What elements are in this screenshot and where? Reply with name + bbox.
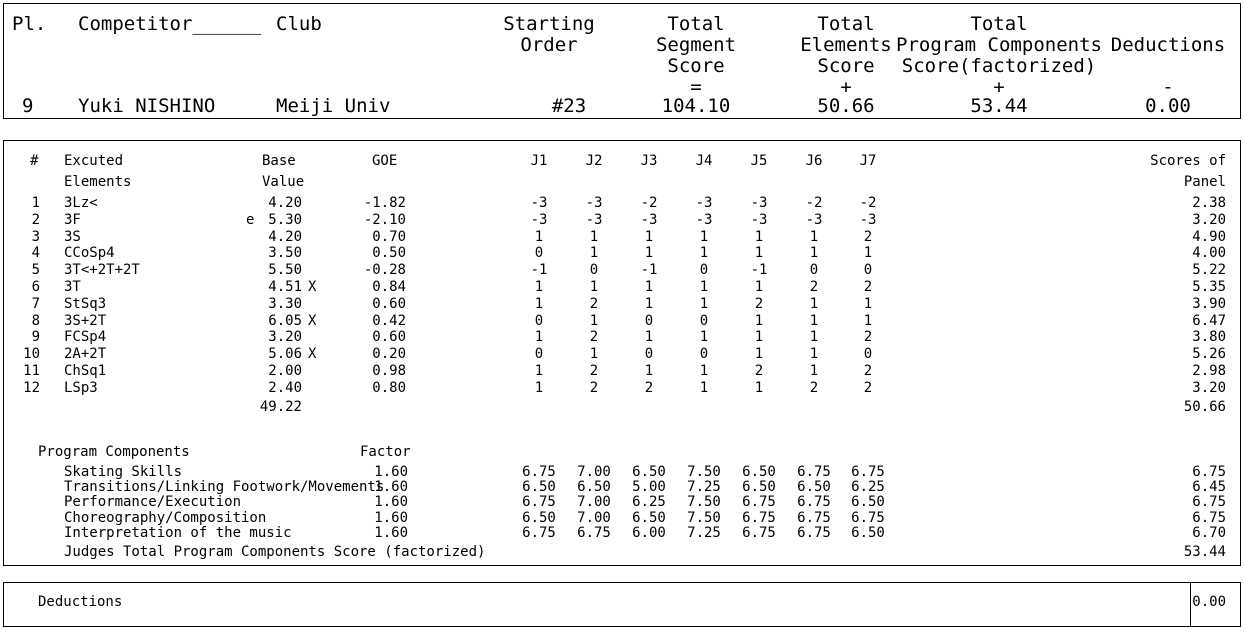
col-tes-label-3: Score [817,55,875,77]
place-value: 9 [22,95,34,117]
element-number: 7 [31,295,40,312]
element-judge-score: 1 [699,279,709,295]
element-base-value: 5.30 [268,211,302,228]
element-panel-score: 3.20 [1192,379,1226,396]
element-panel-score: 2.98 [1192,363,1226,379]
element-judge-score: -2 [640,195,658,211]
col-pcs-label-2: Program Components [896,34,1102,56]
element-bonus-marker: X [308,346,317,363]
component-judge-score: 6.75 [742,524,776,541]
component-judge-score: 6.75 [797,524,831,541]
element-panel-score: 5.26 [1192,346,1226,363]
element-panel-score: 4.00 [1192,245,1226,262]
judge-header-1: J1 [530,153,548,169]
element-number: 4 [31,245,40,262]
element-judge-score: 1 [863,312,873,329]
element-judge-score: -3 [530,195,548,211]
component-judge-score: 6.25 [851,479,885,496]
element-judge-score: -3 [695,195,713,211]
deductions-box [3,582,1241,627]
pcs-value: 53.44 [970,95,1028,117]
component-panel-score: 6.70 [1192,524,1226,541]
element-judge-score: -3 [585,211,603,228]
element-number: 12 [23,379,40,396]
element-judge-score: 1 [534,379,544,396]
element-judge-score: 2 [754,363,764,379]
element-judge-score: 2 [589,295,599,312]
element-judge-score: 1 [809,295,819,312]
judge-header-2: J2 [585,153,603,169]
element-panel-score: 5.35 [1192,279,1226,295]
components-total-label: Judges Total Program Components Score (factorized) [64,544,486,560]
element-goe: 0.42 [372,312,406,329]
element-judge-score: 1 [699,228,709,245]
element-number: 6 [31,279,40,295]
component-judge-score: 6.75 [577,524,611,541]
element-goe: 0.20 [372,346,406,363]
components-title: Program Components [38,444,190,460]
element-judge-score: -1 [640,262,658,279]
col-tss-label-3: Score [667,55,725,77]
num-header: # [30,153,39,169]
element-goe: -0.28 [363,262,406,279]
component-factor: 1.60 [374,524,408,541]
element-judge-score: 0 [534,245,544,262]
component-name: Performance/Execution [64,494,242,511]
element-judge-score: 2 [863,279,873,295]
ded-operator: - [1162,76,1174,98]
element-judge-score: 1 [809,363,819,379]
element-judge-score: 0 [534,312,544,329]
component-panel-score: 6.45 [1192,479,1226,496]
col-tes-label-1: Total [817,13,875,35]
element-number: 2 [31,211,40,228]
element-judge-score: 1 [754,312,764,329]
component-judge-score: 6.50 [632,464,666,480]
starting-order-value: #23 [551,95,587,117]
base-header-2: Value [262,174,305,190]
judge-header-7: J7 [859,153,877,169]
deductions-label: Deductions [38,594,123,610]
element-goe: 0.50 [372,245,406,262]
element-judge-score: -2 [805,195,823,211]
element-name: LSp3 [64,379,98,396]
element-bonus-marker: X [308,279,317,295]
element-base-value: 4.20 [268,228,302,245]
element-judge-score: 2 [863,363,873,379]
element-judge-score: -3 [859,211,877,228]
element-base-value: 3.30 [268,295,302,312]
panel-header-1: Scores of [1150,153,1226,169]
component-judge-score: 5.00 [632,479,666,496]
element-judge-score: 1 [644,228,654,245]
component-judge-score: 6.75 [522,524,556,541]
element-name: 3Lz< [64,195,98,211]
element-judge-score: 2 [644,379,654,396]
component-judge-score: 6.75 [797,509,831,526]
element-base-value: 4.20 [268,195,302,211]
tes-operator: + [840,76,852,98]
element-judge-score: 0 [699,346,709,363]
element-judge-score: -2 [859,195,877,211]
element-judge-score: -3 [750,211,768,228]
col-deductions-label: Deductions [1110,34,1226,56]
base-header-1: Base [262,153,296,169]
element-panel-score: 6.47 [1192,312,1226,329]
element-judge-score: 1 [534,279,544,295]
component-judge-score: 6.50 [851,494,885,511]
element-base-value: 2.00 [268,363,302,379]
element-judge-score: 1 [644,363,654,379]
col-tss-label-1: Total [667,13,725,35]
element-goe: -2.10 [363,211,406,228]
element-judge-score: 2 [754,295,764,312]
element-number: 11 [23,363,40,379]
element-panel-score: 3.80 [1192,329,1226,346]
element-name: 3F [64,211,81,228]
element-number: 10 [23,346,40,363]
col-starting-label-1: Starting [503,13,595,35]
panel-header-2: Panel [1183,174,1226,190]
element-judge-score: 1 [699,245,709,262]
element-judge-score: 1 [589,346,599,363]
component-judge-score: 6.50 [742,464,776,480]
col-tes-label-2: Elements [800,34,892,56]
judge-header-4: J4 [695,153,713,169]
component-judge-score: 7.25 [687,479,721,496]
element-judge-score: 1 [589,279,599,295]
competitor-name: Yuki NISHINO [78,95,216,117]
element-judge-score: 1 [589,228,599,245]
judge-header-6: J6 [805,153,823,169]
component-judge-score: 6.50 [742,479,776,496]
element-panel-score: 3.20 [1192,211,1226,228]
element-name: CCoSp4 [64,245,115,262]
element-judge-score: 1 [644,279,654,295]
element-judge-score: 1 [754,346,764,363]
element-number: 8 [31,312,40,329]
element-judge-score: 1 [589,312,599,329]
element-judge-score: -3 [750,195,768,211]
exec-header-2: Elements [64,174,132,190]
col-pcs-label-3: Score(factorized) [901,55,1097,77]
col-tss-label-2: Segment [655,34,737,56]
element-judge-score: 1 [863,245,873,262]
element-goe: 0.70 [372,228,406,245]
component-panel-score: 6.75 [1192,494,1226,511]
element-base-value: 3.20 [268,329,302,346]
element-number: 5 [31,262,40,279]
component-judge-score: 6.75 [742,509,776,526]
element-judge-score: -3 [530,211,548,228]
element-judge-score: 0 [644,346,654,363]
element-judge-score: 1 [644,329,654,346]
component-judge-score: 6.75 [522,494,556,511]
components-total-value: 53.44 [1183,544,1226,560]
element-judge-score: 2 [863,228,873,245]
element-judge-score: 2 [809,279,819,295]
element-judge-score: 1 [589,245,599,262]
element-judge-score: 0 [863,346,873,363]
element-base-value: 3.50 [268,245,302,262]
element-number: 9 [31,329,40,346]
component-judge-score: 6.00 [632,524,666,541]
factor-header: Factor [360,444,411,460]
element-panel-score: 2.38 [1192,195,1226,211]
element-judge-score: 1 [644,295,654,312]
component-judge-score: 6.50 [632,509,666,526]
element-judge-score: -3 [640,211,658,228]
element-judge-score: -3 [695,211,713,228]
component-judge-score: 7.00 [577,494,611,511]
element-base-value: 6.05 [268,312,302,329]
component-judge-score: 6.50 [522,479,556,496]
element-judge-score: 2 [809,379,819,396]
component-judge-score: 7.50 [687,464,721,480]
tes-value: 50.66 [817,95,875,117]
element-judge-score: 1 [534,363,544,379]
element-goe: 0.60 [372,329,406,346]
component-judge-score: 7.25 [687,524,721,541]
component-judge-score: 6.75 [797,494,831,511]
element-goe: 0.60 [372,295,406,312]
component-name: Skating Skills [64,464,183,480]
element-name: 3T [64,279,81,295]
component-judge-score: 7.00 [577,464,611,480]
component-judge-score: 6.75 [797,464,831,480]
element-goe: 0.98 [372,363,406,379]
component-factor: 1.60 [374,494,408,511]
element-judge-score: 1 [699,379,709,396]
element-info: e [246,211,255,228]
element-judge-score: 2 [589,363,599,379]
element-judge-score: 1 [754,228,764,245]
component-factor: 1.60 [374,509,408,526]
elements-total-panel: 50.66 [1183,399,1226,415]
element-panel-score: 3.90 [1192,295,1226,312]
element-judge-score: 1 [809,329,819,346]
col-pcs-label-1: Total [970,13,1028,35]
element-number: 1 [31,195,40,211]
component-judge-score: 7.50 [687,494,721,511]
judge-header-5: J5 [750,153,768,169]
element-judge-score: 1 [809,228,819,245]
element-name: 3S+2T [64,312,107,329]
component-judge-score: 6.75 [851,464,885,480]
component-judge-score: 6.50 [797,479,831,496]
element-goe: 0.80 [372,379,406,396]
component-judge-score: 7.50 [687,509,721,526]
component-panel-score: 6.75 [1192,464,1226,480]
element-name: 3T<+2T+2T [64,262,140,279]
element-judge-score: 1 [809,312,819,329]
element-name: 3S [64,228,81,245]
element-judge-score: 1 [534,329,544,346]
element-goe: -1.82 [363,195,406,211]
element-judge-score: 0 [589,262,599,279]
component-name: Interpretation of the music [64,524,292,541]
element-judge-score: -3 [585,195,603,211]
element-number: 3 [31,228,40,245]
element-judge-score: 1 [534,228,544,245]
pcs-operator: + [993,76,1005,98]
element-judge-score: 0 [863,262,873,279]
element-judge-score: 1 [754,379,764,396]
component-panel-score: 6.75 [1192,509,1226,526]
element-judge-score: 2 [589,379,599,396]
element-judge-score: 0 [699,262,709,279]
element-name: ChSq1 [64,363,107,379]
element-judge-score: 1 [644,245,654,262]
element-judge-score: 1 [809,346,819,363]
component-judge-score: 6.25 [632,494,666,511]
component-name: Transitions/Linking Footwork/Movements [64,479,385,496]
element-judge-score: 1 [754,245,764,262]
tss-operator: = [690,76,702,98]
club-name: Meiji Univ [276,95,391,117]
summary-box [3,3,1241,119]
element-judge-score: 1 [754,329,764,346]
component-factor: 1.60 [374,479,408,496]
component-judge-score: 7.00 [577,509,611,526]
detail-box [3,140,1241,566]
element-panel-score: 4.90 [1192,228,1226,245]
component-judge-score: 6.75 [522,464,556,480]
element-judge-score: 0 [699,312,709,329]
component-name: Choreography/Composition [64,509,267,526]
element-judge-score: -1 [750,262,768,279]
element-judge-score: 2 [863,379,873,396]
element-base-value: 5.50 [268,262,302,279]
element-judge-score: -1 [530,262,548,279]
deductions-value-header: 0.00 [1145,95,1191,117]
element-judge-score: 1 [699,329,709,346]
tss-value: 104.10 [661,95,731,117]
elements-total-base: 49.22 [259,399,302,415]
component-judge-score: 6.50 [577,479,611,496]
element-judge-score: 1 [754,279,764,295]
element-judge-score: 1 [699,363,709,379]
col-starting-label-2: Order [520,34,578,56]
element-judge-score: 2 [863,329,873,346]
element-judge-score: 1 [699,295,709,312]
judge-header-3: J3 [640,153,658,169]
element-judge-score: 0 [809,262,819,279]
exec-header-1: Excuted [64,153,124,169]
element-name: FCSp4 [64,329,107,346]
element-judge-score: 0 [644,312,654,329]
element-judge-score: 1 [534,295,544,312]
component-judge-score: 6.50 [851,524,885,541]
element-name: StSq3 [64,295,107,312]
col-club-label: Club [276,13,322,35]
element-panel-score: 5.22 [1192,262,1226,279]
element-name: 2A+2T [64,346,107,363]
element-judge-score: 1 [863,295,873,312]
element-bonus-marker: X [308,312,317,329]
deductions-value: 0.00 [1192,594,1226,610]
col-competitor-label: Competitor______ [78,13,262,35]
element-goe: 0.84 [372,279,406,295]
component-judge-score: 6.75 [742,494,776,511]
col-place-label: Pl. [12,13,47,35]
element-judge-score: -3 [805,211,823,228]
component-judge-score: 6.50 [522,509,556,526]
element-judge-score: 2 [589,329,599,346]
goe-header: GOE [372,153,398,169]
element-base-value: 5.06 [268,346,302,363]
component-factor: 1.60 [374,464,408,480]
component-judge-score: 6.75 [851,509,885,526]
element-base-value: 4.51 [268,279,302,295]
element-judge-score: 1 [809,245,819,262]
element-base-value: 2.40 [268,379,302,396]
element-judge-score: 0 [534,346,544,363]
